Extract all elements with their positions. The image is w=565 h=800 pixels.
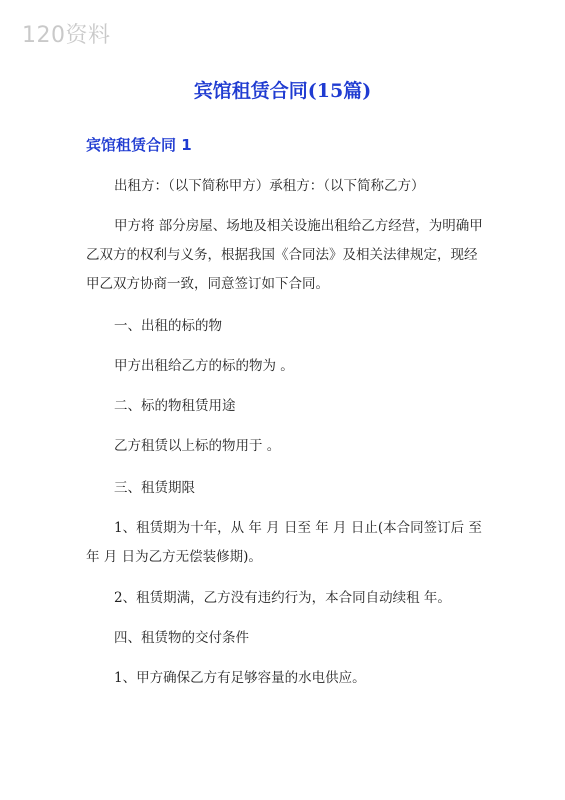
paragraph-clause-2: 乙方租赁以上标的物用于 。	[114, 438, 281, 454]
paragraph-preamble: 甲方将 部分房屋、场地及相关设施出租给乙方经营，为明确甲乙双方的权利与义务，根据我国《合同法》及相关法律规定，现经甲乙双方协商一致，同意签订如下合同。	[86, 218, 483, 292]
clause-heading-3: 三、租赁期限	[114, 480, 195, 496]
clause-heading-2: 二、标的物租赁用途	[114, 398, 236, 414]
watermark: 120资料	[22, 23, 111, 48]
paragraph-parties: 出租方：（以下简称甲方）承租方：（以下简称乙方）	[114, 178, 425, 194]
paragraph-clause-4-1: 1、甲方确保乙方有足够容量的水电供应。	[114, 670, 366, 686]
clause-heading-1: 一、出租的标的物	[114, 318, 222, 334]
paragraph-clause-3-1: 1、租赁期为十年，从 年 月 日至 年 月 日止(本合同签订后 至 年 月 日为乙方无偿装修期)。	[86, 520, 482, 565]
paragraph-clause-3-2: 2、租赁期满，乙方没有违约行为，本合同自动续租 年。	[114, 590, 451, 606]
clause-heading-4: 四、租赁物的交付条件	[114, 630, 249, 646]
paragraph-clause-1: 甲方出租给乙方的标的物为 。	[114, 358, 294, 374]
document-title: 宾馆租赁合同(15篇)	[193, 80, 372, 102]
section-heading: 宾馆租赁合同 1	[86, 136, 192, 154]
